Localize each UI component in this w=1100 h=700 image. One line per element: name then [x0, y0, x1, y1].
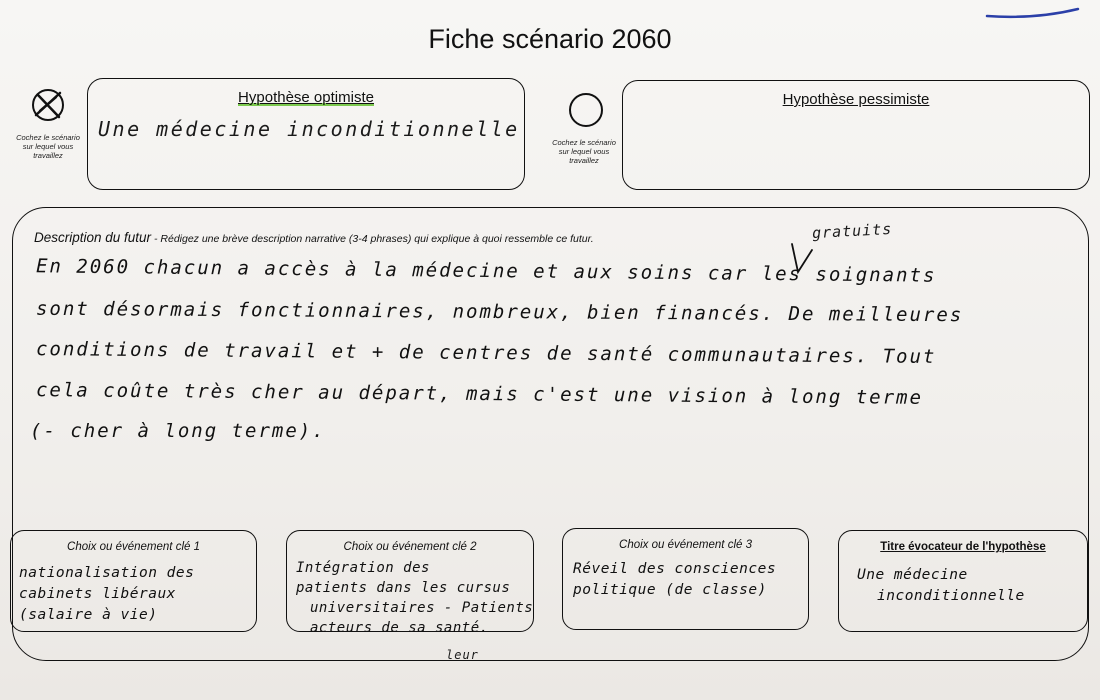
key-event-2-label: Choix ou événement clé 2: [343, 541, 477, 553]
page-title: Fiche scénario 2060: [428, 24, 672, 54]
key-event-1-label: Choix ou événement clé 1: [67, 541, 200, 553]
description-insertion-note: gratuits: [811, 219, 893, 243]
description-line-4: cela coûte très cher au départ, mais c'est une vision à long terme: [35, 379, 924, 409]
description-hint: - Rédigez une brève description narrative (3-4 phrases) qui explique à quoi ressemble ce futur.: [151, 233, 594, 245]
key-event-3-label: Choix ou événement clé 3: [619, 539, 752, 551]
evocative-title-text: Une médecine inconditionnelle: [857, 567, 1025, 604]
description-line-3: conditions de travail et + de centres de santé communautaires. Tout: [35, 338, 937, 368]
key-event-1-text: nationalisation des cabinets libéraux (salaire à vie): [19, 565, 195, 623]
description-label: Description du futur - Rédigez une brève description narrative (3-4 phrases) qui explique à quoi ressemble ce futur.: [34, 230, 594, 245]
pessimistic-checkbox-caption: Cochez le scénario sur lequel vous travaillez: [552, 138, 616, 165]
optimistic-hypothesis-box: [87, 78, 525, 190]
description-line-2: sont désormais fonctionnaires, nombreux, bien financés. De meilleures: [35, 297, 964, 327]
optimistic-title: Hypothèse optimiste: [238, 89, 374, 106]
description-line-1: En 2060 chacun a accès à la médecine et aux soins car les soignants: [35, 255, 937, 287]
description-line-5: (- cher à long terme).: [30, 420, 326, 442]
key-event-2-correction: leur: [446, 648, 479, 662]
pessimistic-checkbox-icon[interactable]: [566, 90, 606, 130]
key-event-3-box: [562, 528, 809, 630]
optimistic-checkbox-icon[interactable]: [26, 85, 70, 129]
optimistic-checkbox-caption: Cochez le scénario sur lequel vous travaillez: [16, 133, 80, 160]
key-event-3-text: Réveil des consciences politique (de classe): [573, 561, 777, 598]
blue-pen-mark: [985, 6, 1080, 20]
evocative-title-box: [838, 530, 1088, 632]
pessimistic-title: Hypothèse pessimiste: [782, 91, 930, 108]
pessimistic-hypothesis-box: [622, 80, 1090, 190]
key-event-1-box: [10, 530, 257, 632]
evocative-title-label: Titre évocateur de l'hypothèse: [880, 541, 1046, 553]
optimistic-handwritten-text: Une médecine inconditionnelle: [98, 117, 520, 141]
key-event-2-text: Intégration des patients dans les cursus universitaires - Patients acteurs de sa santé.: [296, 560, 534, 636]
